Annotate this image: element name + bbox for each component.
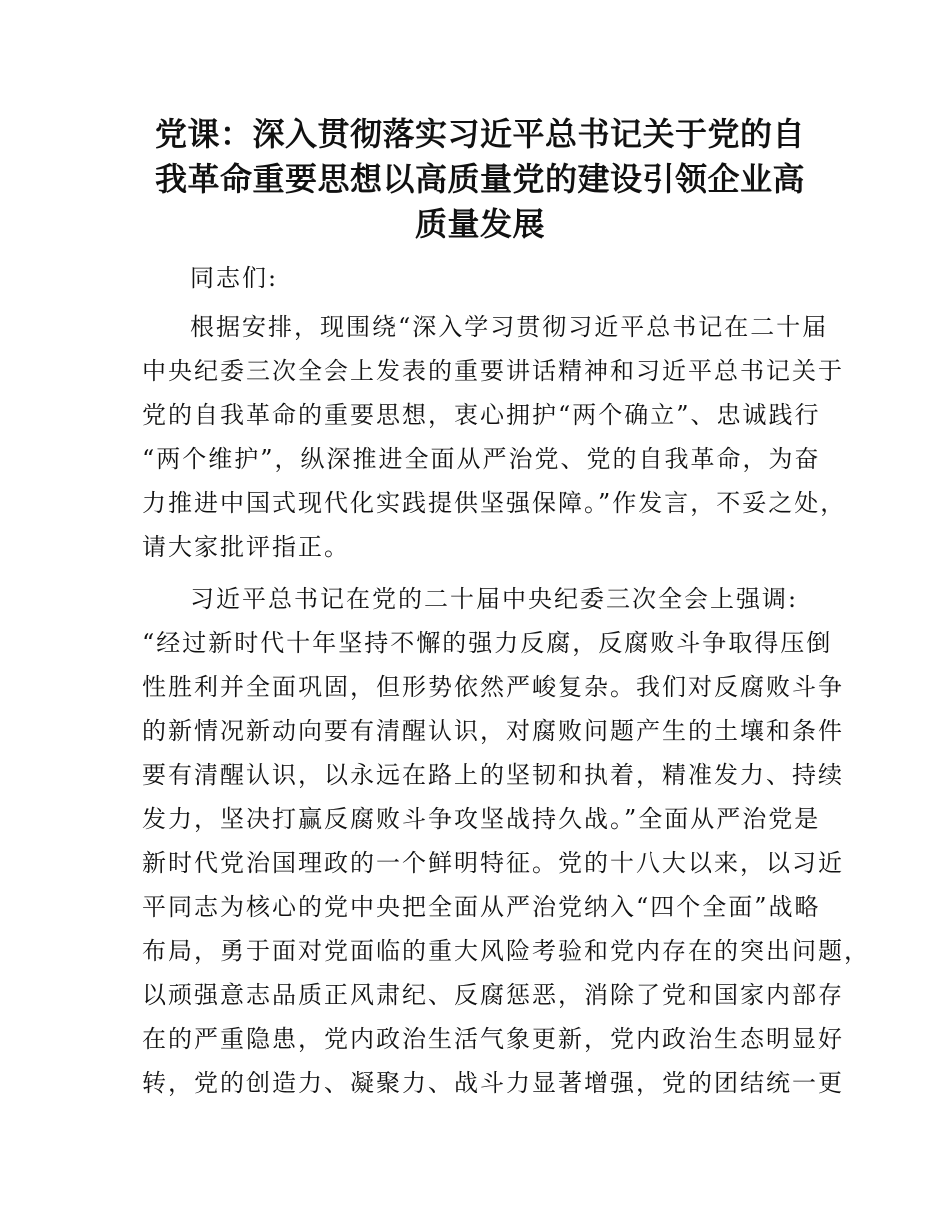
title-line: 我革命重要思想以高质量党的建设引领企业高 [154, 160, 805, 198]
paragraph-line: 平同志为核心的党中央把全面从严治党纳入“四个全面”战略 [142, 893, 821, 921]
paragraph-line: 布局，勇于面对党面临的重大风险考验和党内存在的突出问题， [142, 937, 870, 965]
paragraph-line: 以顽强意志品质正风肃纪、反腐惩恶，消除了党和国家内部存 [142, 981, 844, 1009]
paragraph-line: 中央纪委三次全会上发表的重要讲话精神和习近平总书记关于 [142, 357, 844, 385]
paragraph-line: 根据安排，现围绕“深入学习贯彻习近平总书记在二十届 [190, 313, 829, 341]
paragraph-line: 的新情况新动向要有清醒认识，对腐败问题产生的土壤和条件 [142, 717, 844, 745]
paragraph-line: “两个维护”，纵深推进全面从严治党、党的自我革命，为奋 [142, 445, 821, 473]
paragraph-line: 在的严重隐患，党内政治生活气象更新，党内政治生态明显好 [142, 1025, 844, 1053]
title-line: 质量发展 [414, 205, 545, 243]
paragraph-line: 党的自我革命的重要思想，衷心拥护“两个确立”、忠诚践行 [142, 401, 821, 429]
title-line: 党课：深入贯彻落实习近平总书记关于党的自 [154, 115, 805, 153]
greeting-paragraph [142, 256, 832, 300]
paragraph-line: 请大家批评指正。 [142, 533, 350, 561]
document-title [140, 112, 820, 247]
paragraph-line: 发力，坚决打赢反腐败斗争攻坚战持久战。”全面从严治党是 [142, 805, 821, 833]
paragraph-line: “经过新时代十年坚持不懈的强力反腐，反腐败斗争取得压倒 [142, 629, 833, 657]
paragraph-line: 习近平总书记在党的二十届中央纪委三次全会上强调: [190, 585, 799, 613]
greeting-line: 同志们: [190, 264, 279, 292]
paragraph-line: 要有清醒认识，以永远在路上的坚韧和执着，精准发力、持续 [142, 761, 844, 789]
paragraph-line: 新时代党治国理政的一个鲜明特征。党的十八大以来，以习近 [142, 849, 844, 877]
paragraph-line: 转，党的创造力、凝聚力、战斗力显著增强，党的团结统一更 [142, 1069, 844, 1097]
paragraph-1 [142, 305, 847, 569]
paragraph-2 [142, 577, 870, 1105]
paragraph-line: 力推进中国式现代化实践提供坚强保障。”作发言，不妥之处， [142, 489, 847, 517]
paragraph-line: 性胜利并全面巩固，但形势依然严峻复杂。我们对反腐败斗争 [142, 673, 844, 701]
